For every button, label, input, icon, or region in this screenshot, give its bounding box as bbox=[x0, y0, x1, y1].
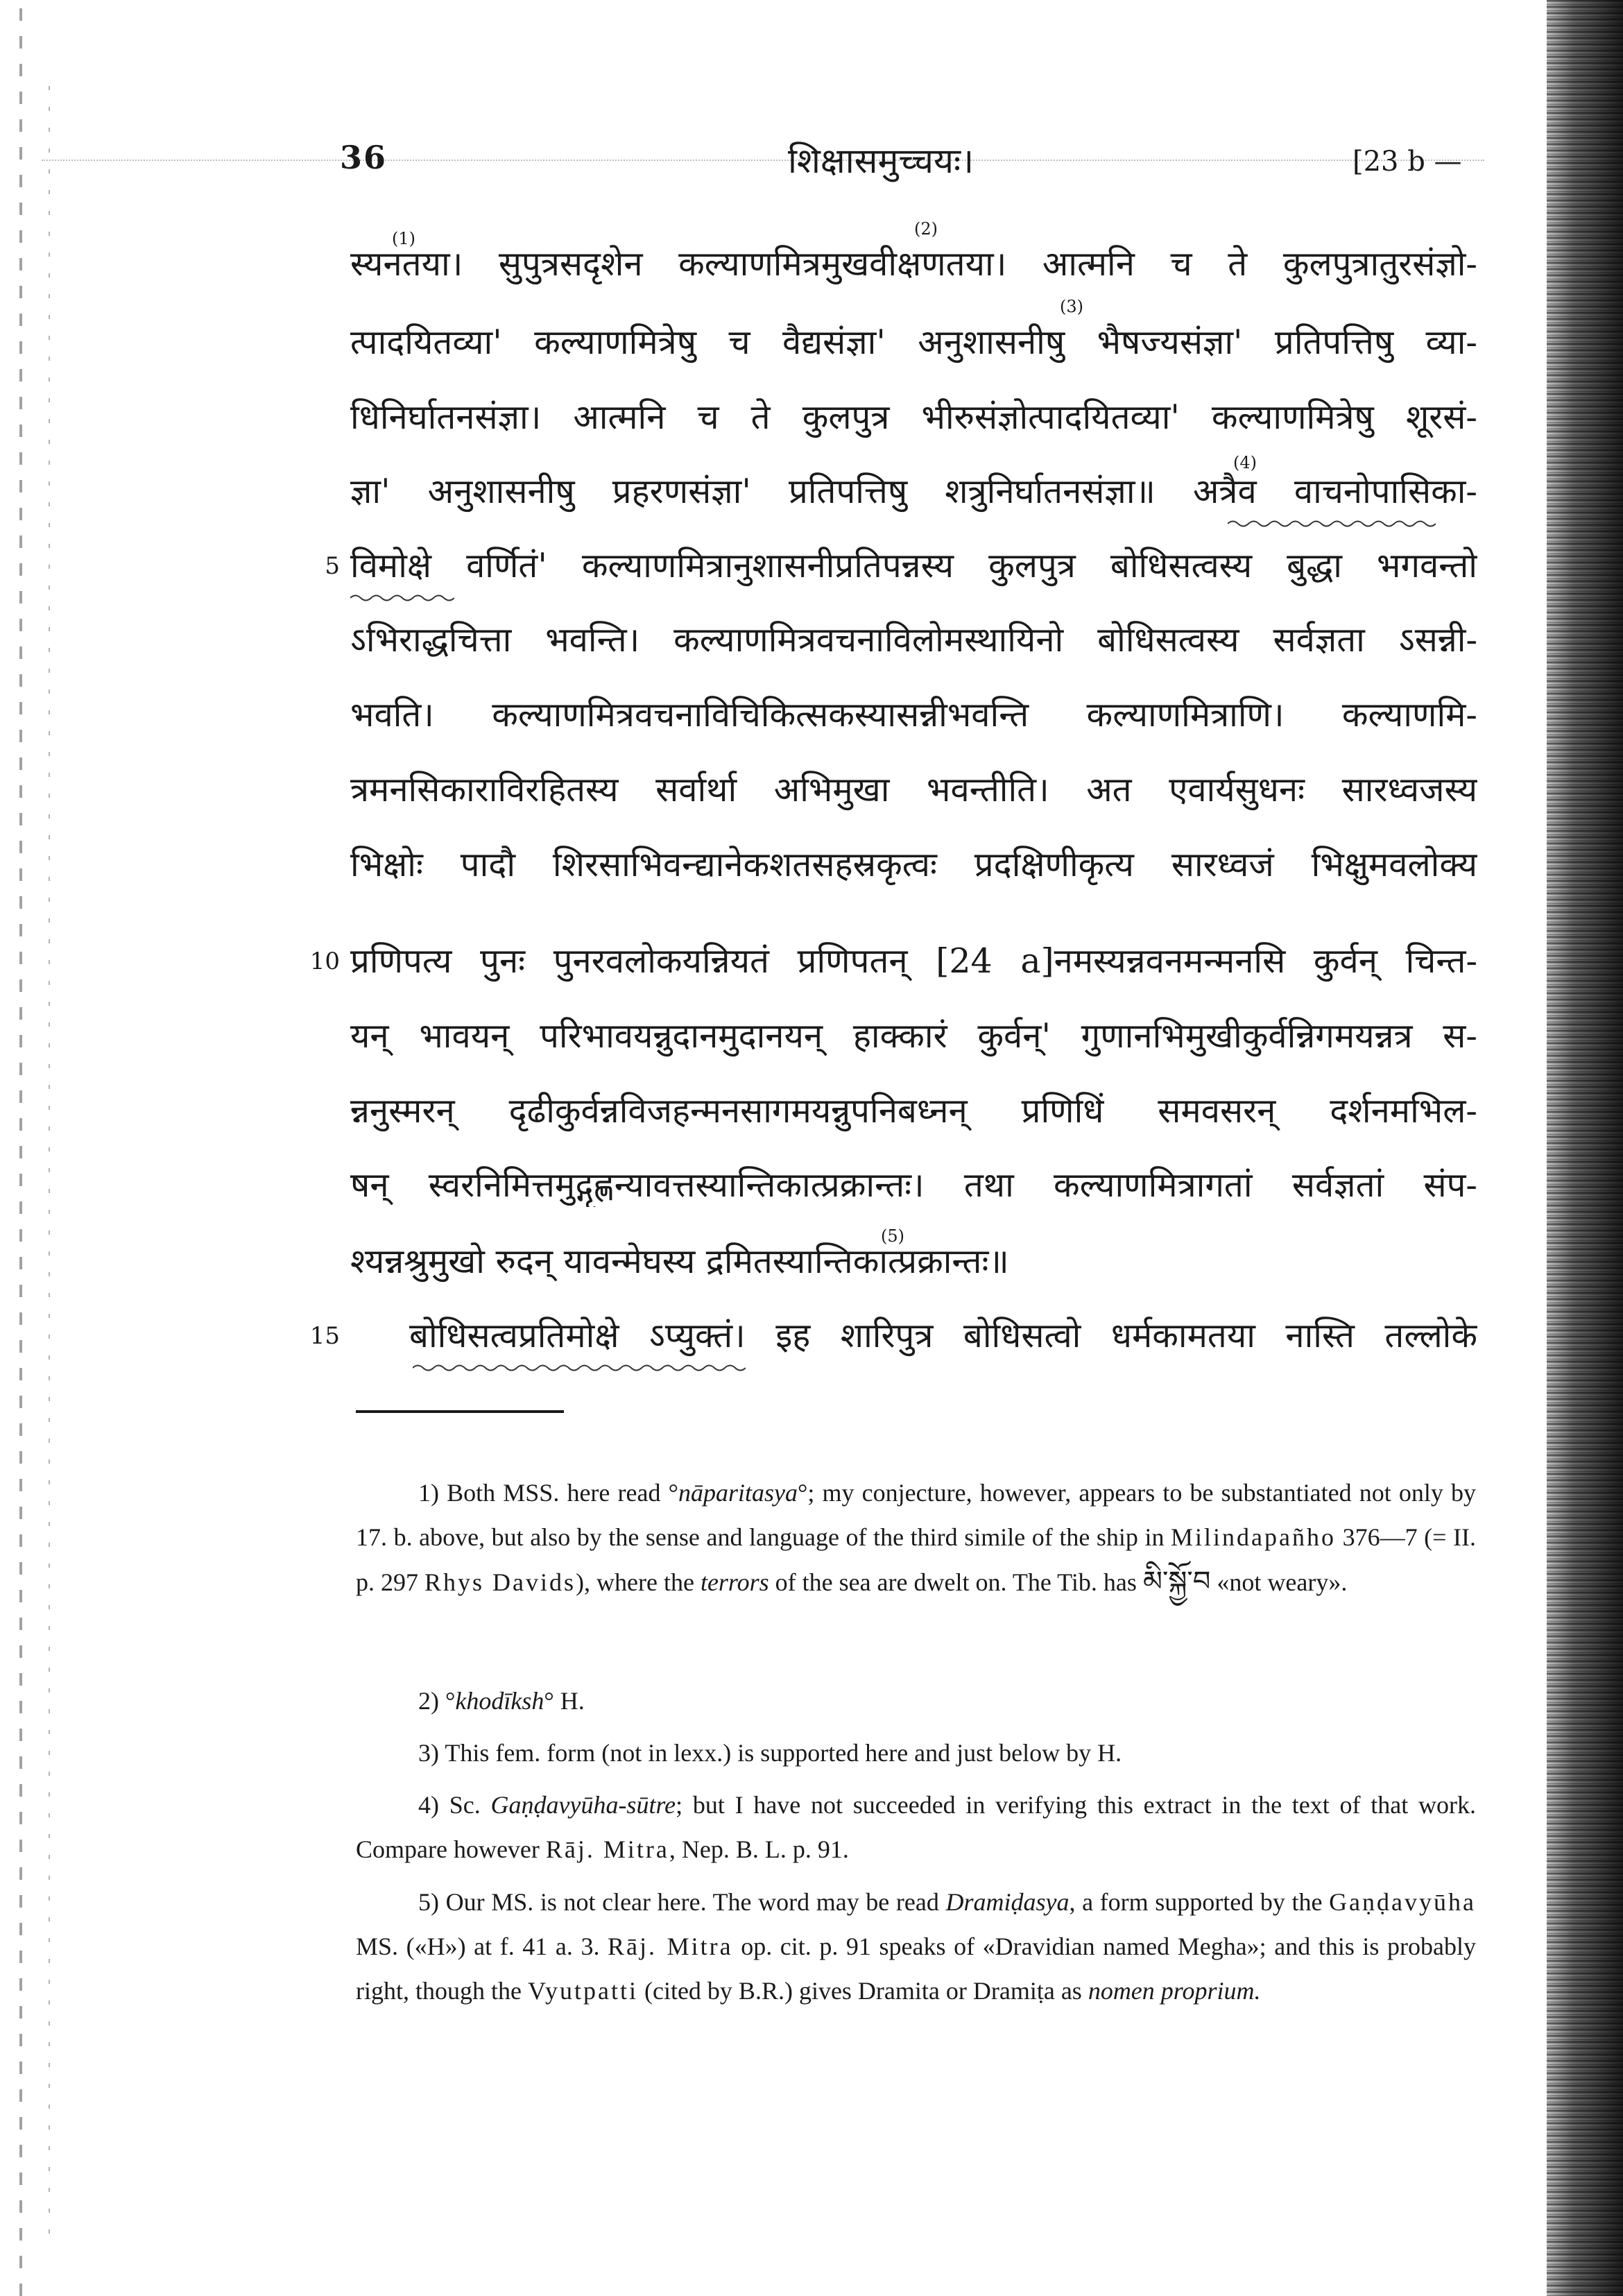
footnote-marker: (4) bbox=[1233, 453, 1257, 472]
footnote-4 bbox=[356, 1783, 1476, 1871]
footnote-italic: terrors bbox=[700, 1568, 769, 1596]
footnote-text: op. cit. p. 91 speaks of «Dravidian named Megha»; and this is probably right, though the bbox=[356, 1933, 1476, 2005]
text-line: यन् भावयन् परिभावयन्नुदानमुदानयन् हाक्कारं कुर्वन्' गुणानभिमुखीकुर्वन्निगमयन्नत्र स- bbox=[350, 1016, 1477, 1056]
text-line: बोधिसत्वप्रतिमोक्षे ऽप्युक्तं। इह शारिपुत्र बोधिसत्वो धर्मकामतया नास्ति तल्लोके bbox=[409, 1316, 1477, 1355]
footnote-italic: Dramiḍasya bbox=[945, 1888, 1070, 1916]
line-number: 5 bbox=[325, 552, 340, 580]
text-line: भवति। कल्याणमित्रवचनाविचिकित्सकस्यासन्नीभवन्ति कल्याणमित्राणि। कल्याणमि- bbox=[350, 695, 1477, 735]
footnote-text: 376—7 (= II. p. 297 bbox=[356, 1523, 1476, 1596]
footnote-marker: (5) bbox=[881, 1226, 904, 1246]
scan-edge-right bbox=[1547, 0, 1623, 2296]
footnote-text: 2) ° bbox=[418, 1687, 456, 1715]
wavy-underline bbox=[1228, 519, 1436, 529]
footnote-3 bbox=[356, 1731, 1476, 1775]
text-line: स्यनतया। सुपुत्रसदृशेन कल्याणमित्रमुखवीक्षणतया। आत्मनि च ते कुलपुत्रातुरसंज्ञो- bbox=[350, 244, 1477, 284]
footnote-text: ), where the bbox=[576, 1568, 701, 1596]
running-title: शिक्षासमुच्चयः। bbox=[787, 141, 974, 181]
footnote-text: ° H. bbox=[544, 1687, 585, 1715]
text-line: त्रमनसिकाराविरहितस्य सर्वार्था अभिमुखा भवन्तीति। अत एवार्यसुधनः सारध्वजस्य bbox=[350, 770, 1477, 809]
wavy-underline bbox=[350, 593, 454, 603]
footnote-marker: (3) bbox=[1060, 297, 1083, 316]
page-number: 36 bbox=[340, 139, 388, 176]
footnote-spaced: Vyutpatti bbox=[527, 1977, 638, 2005]
footnote-text: «not weary». bbox=[1210, 1568, 1348, 1596]
footnote-marker: (1) bbox=[392, 229, 415, 248]
text-line: षन् स्वरनिमित्तमुद्गृह्णन्यावत्तस्यान्तिकात्प्रक्रान्तः। तथा कल्याणमित्रागतां सर्वज्ञतां संप- bbox=[350, 1165, 1477, 1205]
footnote-spaced: Gaṇḍavyūha bbox=[1329, 1888, 1476, 1916]
footnote-5 bbox=[356, 1880, 1476, 2013]
footnote-2 bbox=[356, 1679, 1476, 1723]
footnote-spaced: Rhys Davids bbox=[424, 1568, 576, 1596]
footnote-text: of the sea are dwelt on. The Tib. has bbox=[768, 1568, 1143, 1596]
text-line: विमोक्षे वर्णितं' कल्याणमित्रानुशासनीप्रतिपन्नस्य कुलपुत्र बोधिसत्वस्य बुद्धा भगवन्तो bbox=[350, 546, 1477, 585]
footnote-text: 4) Sc. bbox=[418, 1791, 491, 1819]
footnote-text: 1) Both MSS. here read ° bbox=[418, 1479, 678, 1507]
text-line: त्पादयितव्या' कल्याणमित्रेषु च वैद्यसंज्ञा' अनुशासनीषु भैषज्यसंज्ञा' प्रतिपत्तिषु व्या- bbox=[350, 323, 1477, 362]
scan-edge-left bbox=[19, 0, 22, 2296]
footnote-spaced: Rāj. Mitra bbox=[608, 1933, 733, 1960]
footnote-spaced: Milindapañho bbox=[1171, 1523, 1337, 1551]
footnote-text: 3) This fem. form (not in lexx.) is supported here and just below by H. bbox=[418, 1739, 1122, 1767]
footnote-marker: (2) bbox=[914, 219, 938, 239]
footnote-1 bbox=[356, 1471, 1476, 1604]
footnote-italic: nomen proprium. bbox=[1088, 1977, 1261, 2005]
text-line: प्रणिपत्य पुनः पुनरवलोकयन्नियतं प्रणिपतन् [24 a]नमस्यन्नवनमन्मनसि कुर्वन् चिन्त- bbox=[350, 941, 1477, 981]
footnote-spaced: Rāj. Mitra bbox=[545, 1835, 669, 1863]
wavy-underline bbox=[413, 1363, 746, 1373]
tibetan-word: མི་སྐྱོ་བ bbox=[1142, 1566, 1211, 1597]
footnote-text: (cited by B.R.) gives Dramita or Dramiṭa as bbox=[637, 1977, 1088, 2005]
folio-reference: [23 b — bbox=[1352, 146, 1462, 178]
line-number: 15 bbox=[309, 1322, 340, 1350]
text-line: ऽभिराद्धचित्ता भवन्ति। कल्याणमित्रवचनाविलोमस्थायिनो बोधिसत्वस्य सर्वज्ञता ऽसन्नी- bbox=[350, 620, 1477, 660]
line-number: 10 bbox=[309, 948, 340, 975]
scan-edge-left-inner bbox=[49, 83, 50, 2234]
footnote-text: MS. («H») at f. 41 a. 3. bbox=[356, 1933, 608, 1960]
footnote-text: °; my conjecture, however, appears to be substantiated not only by 17. b. above, but also by the sense and language of the third simile of the ship in bbox=[356, 1479, 1476, 1551]
footnote-text: ; but I have not succeeded in verifying this extract in the text of that work. Compare however bbox=[356, 1791, 1476, 1863]
footnote-italic: nāparitasya bbox=[678, 1479, 798, 1507]
text-line: श्यन्नश्रुमुखो रुदन् यावन्मेघस्य द्रमितस्यान्तिकात्प्रक्रान्तः॥ bbox=[350, 1242, 1009, 1281]
text-line: ज्ञा' अनुशासनीषु प्रहरणसंज्ञा' प्रतिपत्तिषु शत्रुनिर्घातनसंज्ञा॥ अत्रैव वाचनोपासिका- bbox=[350, 472, 1477, 511]
text-line: न्ननुस्मरन् दृढीकुर्वन्नविजहन्मनसागमयन्नुपनिबध्नन् प्रणिधिं समवसरन् दर्शनमभिल- bbox=[350, 1091, 1477, 1131]
footnote-separator bbox=[356, 1410, 564, 1413]
footnote-text: , a form supported by the bbox=[1069, 1888, 1330, 1916]
footnote-italic: Gaṇḍavyūha-sūtre bbox=[490, 1791, 676, 1819]
footnote-italic: khodīksh bbox=[455, 1687, 544, 1715]
text-line: धिनिर्घातनसंज्ञा। आत्मनि च ते कुलपुत्र भीरुसंज्ञोत्पादयितव्या' कल्याणमित्रेषु शूरसं- bbox=[350, 397, 1477, 437]
text-line: भिक्षोः पादौ शिरसाभिवन्द्यानेकशतसहस्रकृत्वः प्रदक्षिणीकृत्य सारध्वजं भिक्षुमवलोक्य bbox=[350, 845, 1477, 884]
footnote-text: 5) Our MS. is not clear here. The word may be read bbox=[418, 1888, 946, 1916]
footnote-text: , Nep. B. L. p. 91. bbox=[669, 1835, 849, 1863]
